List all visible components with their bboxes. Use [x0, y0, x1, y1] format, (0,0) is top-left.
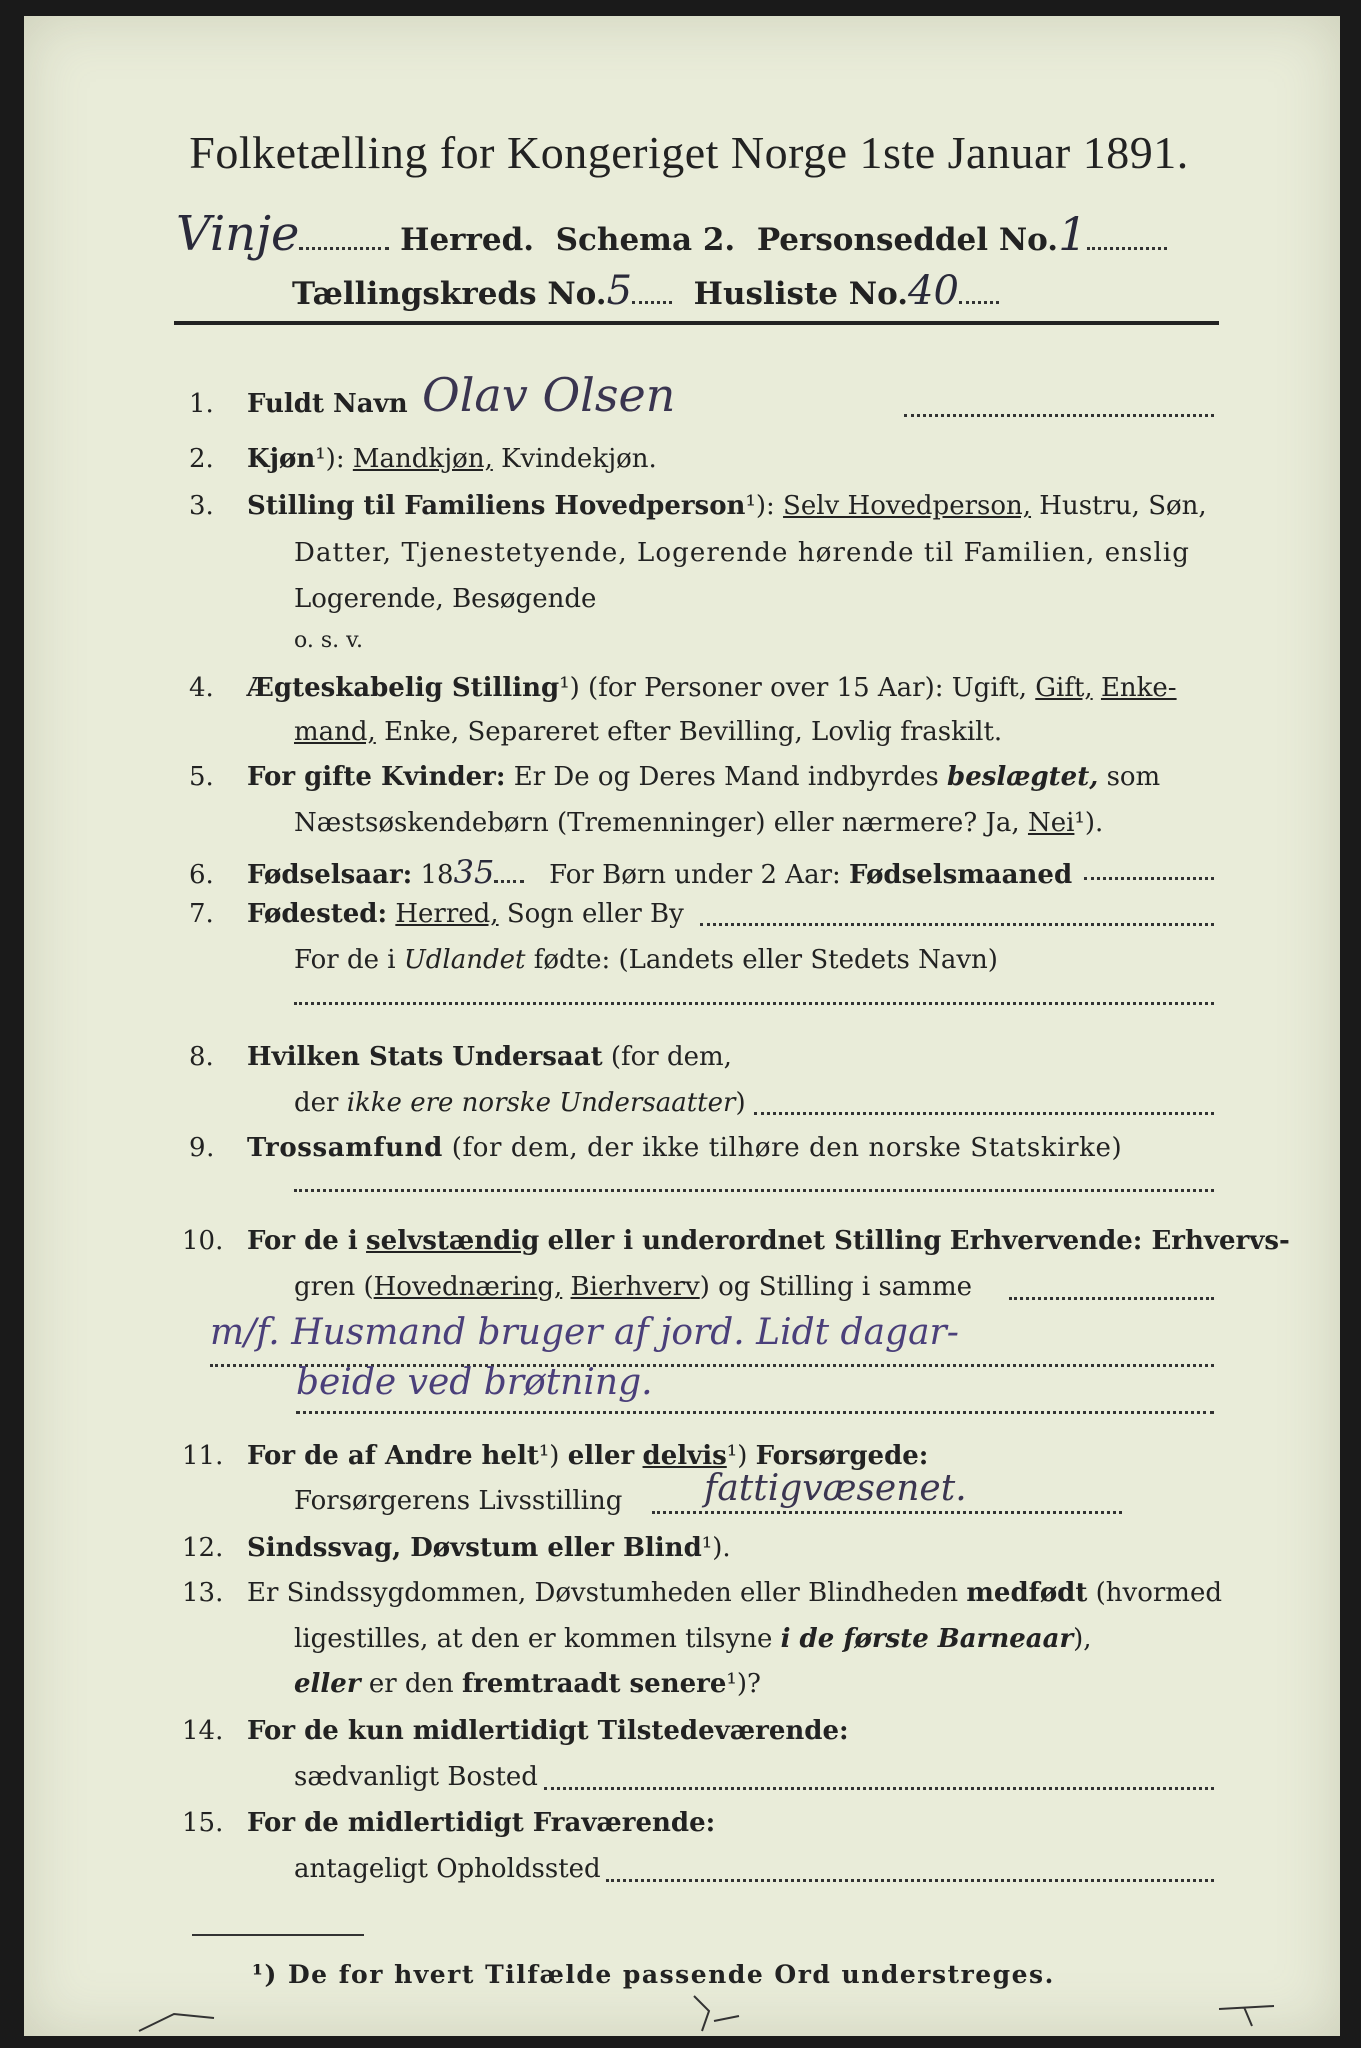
- field-7-line-2: For de i Udlandet fødte: (Landets eller Stedets Navn): [294, 945, 998, 975]
- field-14: 14. For de kun midlertidigt Tilstedeværende:: [182, 1716, 849, 1746]
- kreds-value: 5: [606, 268, 633, 314]
- field-2: 2. Kjøn¹): Mandkjøn, Kvindekjøn.: [189, 444, 657, 474]
- census-form-sheet: Folketælling for Kongeriget Norge 1ste Januar 1891. Vinje Herred. Schema 2. Personseddel No.1 Tællingskreds No.5 Husliste No.40 1. Fuldt Navn Olav Olsen 2. Kjøn¹): Mandkjøn, Kvindekjøn. 3. Stilling til Familiens Hovedperson¹): Selv Hovedperson, Hustru, Søn, Datter, Tjenestetyende, Logerende hørende til Familien, enslig Logerende, Besøgende o. s. v. 4. Ægteskabelig Stilling¹) (for Personer over 15 Aar): Ugift, Gift, Enke- mand, Enke, Separeret efter Bevilling, Lovlig fraskilt. 5. For gifte Kvinder: Er De og Deres Mand indbyrdes beslægtet, som Næstsøskendebørn (Tremenninger) eller nærmere? Ja, Nei¹). 6. Fødselsaar: 1835 For Børn under 2 Aar: Fødselsmaaned 7. Fødested: Herred, Sogn eller By For de i Udlandet fødte: (Landets eller Stedets Navn) 8. Hvilken Stats Undersaat (for dem, der ikke ere norske Undersaatter) 9. Trossamfund (for dem, der ikke tilhøre den norske Statskirke) 10. For de i selvstændig eller i underordnet Stilling Erhvervende: Erhvervs- gren (Hovednæring, Bierhverv) og Stilling i samme m/f. Husmand bruger af jord. Lidt dagar- beide ved brøtning. 11. For de af Andre helt¹) eller delvis¹) Forsørgede: Forsørgerens Livsstilling fattigvæsenet. 12. Sindssvag, Døvstum eller Blind¹). 13. Er Sindssygdommen, Døvstumheden eller Blindheden medfødt (hvormed ligestilles, at den er kommen tilsyne i de første Barneaar), eller er den fremtraadt senere¹)? 14. For de kun midlertidigt Tilstedeværende: sædvanligt Bosted 15. For de midlertidigt Fraværende: antageligt Opholdssted ¹) De for hvert Tilfælde passende Ord understreges.: [24, 16, 1340, 2036]
- kreds-label: Tællingskreds No.: [292, 276, 607, 312]
- husliste-label: Husliste No.: [693, 276, 909, 312]
- field-11: 11. For de af Andre helt¹) eller delvis¹) Forsørgede:: [182, 1441, 929, 1471]
- footnote: ¹) De for hvert Tilfælde passende Ord understreges.: [252, 1960, 1055, 1989]
- field-15: 15. For de midlertidigt Fraværende:: [182, 1808, 716, 1838]
- herred-label: Herred.: [400, 222, 535, 258]
- field-4: 4. Ægteskabelig Stilling¹) (for Personer over 15 Aar): Ugift, Gift, Enke-: [189, 673, 1177, 703]
- field-13: 13. Er Sindssygdommen, Døvstumheden eller Blindheden medfødt (hvormed: [182, 1578, 1222, 1608]
- field-10-line-2: gren (Hovednæring, Bierhverv) og Stilling i samme: [294, 1272, 972, 1302]
- field-8: 8. Hvilken Stats Undersaat (for dem,: [189, 1042, 732, 1072]
- full-name-value: Olav Olsen: [422, 368, 676, 422]
- role-selected: Selv Hovedperson,: [783, 491, 1032, 521]
- dotted-line: [294, 1188, 1214, 1192]
- field-4-line-2: mand, Enke, Separeret efter Bevilling, Lovlig fraskilt.: [294, 717, 1003, 747]
- header-line-2: [292, 268, 999, 314]
- field-10: 10. For de i selvstændig eller i underordnet Stilling Erhvervende: Erhvervs-: [182, 1226, 1290, 1256]
- provider-value: fattigvæsenet.: [704, 1468, 967, 1509]
- header-rule: [174, 321, 1219, 325]
- footnote-rule: [192, 1934, 364, 1936]
- dotted-line: [544, 1786, 1214, 1790]
- field-13-line-3: eller er den fremtraadt senere¹)?: [294, 1669, 761, 1699]
- personseddel-label: Personseddel No.: [756, 222, 1059, 258]
- pen-mark: [134, 2006, 224, 2036]
- occupation-value-line-2: beide ved brøtning.: [296, 1362, 653, 1403]
- husliste-value: 40: [908, 268, 959, 314]
- personseddel-value: 1: [1058, 207, 1088, 261]
- field-5-line-2: Næstsøskendebørn (Tremenninger) eller nærmere? Ja, Nei¹).: [294, 808, 1104, 838]
- dotted-line: [606, 1878, 1214, 1882]
- field-7: 7. Fødested: Herred, Sogn eller By: [189, 899, 684, 929]
- dotted-line: [294, 1001, 1214, 1005]
- field-6: 6. Fødselsaar: 1835 For Børn under 2 Aar: Fødselsmaaned: [189, 853, 1073, 891]
- birth-year-value: 35: [453, 853, 495, 891]
- field-8-line-2: der ikke ere norske Undersaatter): [294, 1088, 746, 1118]
- dotted-line: [1084, 876, 1214, 880]
- schema-label: Schema 2.: [555, 222, 736, 258]
- field-1: 1. Fuldt Navn: [189, 389, 408, 419]
- header-line-1: [176, 206, 1167, 262]
- pen-mark: [684, 1991, 764, 2036]
- dotted-line: [1009, 1296, 1214, 1300]
- dotted-line: [652, 1510, 1122, 1514]
- gender-option-female: Kvindekjøn.: [501, 444, 657, 474]
- field-9: 9. Trossamfund (for dem, der ikke tilhøre den norske Statskirke): [189, 1133, 1123, 1163]
- herred-value: Vinje: [176, 206, 300, 262]
- full-name-label: Fuldt Navn: [247, 389, 408, 419]
- field-12: 12. Sindssvag, Døvstum eller Blind¹).: [182, 1533, 731, 1563]
- dotted-line: [754, 1111, 1214, 1115]
- field-5: 5. For gifte Kvinder: Er De og Deres Mand indbyrdes beslægtet, som: [189, 762, 1161, 792]
- field-13-line-2: ligestilles, at den er kommen tilsyne i de første Barneaar),: [294, 1624, 1092, 1654]
- dotted-line: [296, 1410, 1214, 1414]
- occupation-value-line-1: m/f. Husmand bruger af jord. Lidt dagar-: [210, 1312, 959, 1353]
- field-3: 3. Stilling til Familiens Hovedperson¹): Selv Hovedperson, Hustru, Søn,: [189, 491, 1207, 521]
- pen-mark: [1214, 2001, 1284, 2031]
- form-title: Folketælling for Kongeriget Norge 1ste Januar 1891.: [189, 127, 1189, 178]
- dotted-line: [700, 922, 1214, 926]
- gender-option-male: Mandkjøn,: [352, 444, 493, 474]
- dotted-line: [904, 413, 1214, 417]
